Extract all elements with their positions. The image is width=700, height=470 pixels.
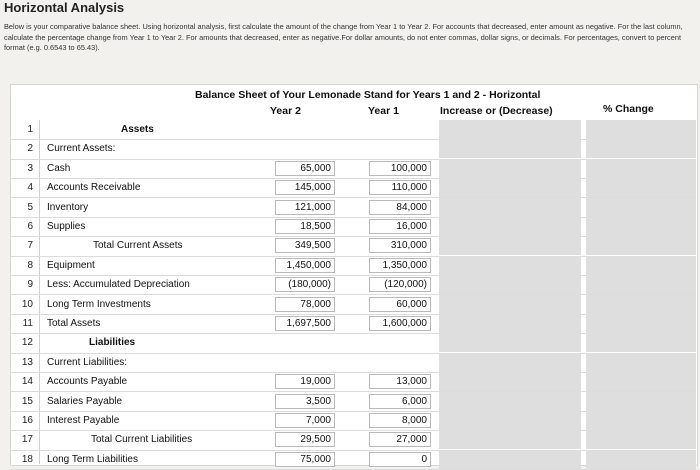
year2-value: 145,000 <box>275 180 335 195</box>
pct-change-cell[interactable] <box>586 275 696 294</box>
col-header-year1: Year 1 <box>368 105 399 117</box>
change-cell[interactable] <box>439 139 581 158</box>
change-cell[interactable] <box>439 333 581 352</box>
table-row <box>11 392 696 412</box>
year1-value: 84,000 <box>369 200 431 215</box>
year2-value: 1,697,500 <box>275 316 335 331</box>
row-number: 5 <box>27 201 33 213</box>
row-number: 11 <box>22 318 33 329</box>
row-label: Equipment <box>47 259 95 271</box>
change-cell[interactable] <box>439 178 581 197</box>
row-number: 4 <box>27 182 33 194</box>
pct-change-cell[interactable] <box>586 256 696 275</box>
row-label: Cash <box>47 162 71 174</box>
row-number: 9 <box>27 279 33 291</box>
row-label: Current Liabilities: <box>47 356 128 368</box>
row-label: Long Term Investments <box>47 298 151 310</box>
sheet-title: Balance Sheet of Your Lemonade Stand for Years 1 and 2 - Horizontal <box>195 89 541 101</box>
table-row <box>11 159 696 179</box>
pct-change-cell[interactable] <box>586 217 696 236</box>
pct-change-cell[interactable] <box>586 198 696 217</box>
year2-value: 349,500 <box>275 238 335 253</box>
year1-value: 16,000 <box>369 219 431 234</box>
change-cell[interactable] <box>439 372 581 391</box>
row-number: 1 <box>27 124 33 135</box>
row-number: 8 <box>27 259 33 271</box>
year1-value: (120,000) <box>369 277 431 292</box>
change-cell[interactable] <box>439 256 581 275</box>
change-cell[interactable] <box>439 392 581 411</box>
row-label: Total Assets <box>47 318 101 329</box>
instructions: Below is your comparative balance sheet. Using horizontal analysis, first calculate the amount of the change from Year 1 to Year 2. For accounts that decreased, enter amount as negative. For the last column, calculate the percentage change from Year 1 to Year 2. For amounts that decreased, enter as negative.For dollar amounts, do not enter commas, dollar signs, or decimals. For percentages, convert to percent format (e.g. 0.6543 to 65.43). <box>4 22 683 53</box>
pct-change-cell[interactable] <box>586 295 696 314</box>
table-row <box>11 430 696 450</box>
table-row <box>11 275 696 295</box>
row-label: Supplies <box>47 221 86 232</box>
row-number: 10 <box>21 298 33 310</box>
table-row <box>11 314 696 334</box>
table-row <box>11 256 696 276</box>
table-row <box>11 372 696 392</box>
row-label: Total Current Liabilities <box>91 434 193 446</box>
balance-grid <box>11 120 696 464</box>
change-cell[interactable] <box>439 120 581 139</box>
col-header-year2: Year 2 <box>270 105 301 117</box>
change-cell[interactable] <box>439 450 581 469</box>
change-cell[interactable] <box>439 314 581 333</box>
change-cell[interactable] <box>439 353 581 372</box>
change-cell[interactable] <box>439 295 581 314</box>
pct-change-cell[interactable] <box>586 236 696 255</box>
year1-value: 1,350,000 <box>369 258 431 273</box>
row-number: 18 <box>21 453 33 465</box>
table-row <box>11 198 696 218</box>
col-header-pct: % Change <box>603 103 654 115</box>
year1-value: 1,600,000 <box>369 316 431 331</box>
table-row <box>11 217 696 237</box>
pct-change-cell[interactable] <box>586 392 696 411</box>
row-label: Accounts Receivable <box>47 182 141 194</box>
row-label: Inventory <box>47 201 89 213</box>
row-label: Current Assets: <box>47 143 116 155</box>
pct-change-cell[interactable] <box>586 120 696 139</box>
row-number: 6 <box>27 221 33 232</box>
row-label: Total Current Assets <box>93 240 183 252</box>
table-row <box>11 333 696 353</box>
table-row <box>11 450 696 470</box>
change-cell[interactable] <box>439 411 581 430</box>
year2-value: 65,000 <box>275 161 335 176</box>
table-row <box>11 353 696 373</box>
row-number: 7 <box>27 240 33 252</box>
table-row <box>11 411 696 431</box>
year2-value: 19,000 <box>275 374 335 389</box>
pct-change-cell[interactable] <box>586 450 696 469</box>
year1-value: 310,000 <box>369 238 431 253</box>
year1-value: 27,000 <box>369 432 431 447</box>
row-label: Salaries Payable <box>47 395 123 407</box>
row-number: 12 <box>21 337 33 349</box>
table-row <box>11 295 696 315</box>
year1-value: 13,000 <box>369 374 431 389</box>
year1-value: 6,000 <box>369 394 431 409</box>
change-cell[interactable] <box>439 430 581 449</box>
year1-value: 0 <box>369 452 431 467</box>
row-label: Interest Payable <box>47 415 120 426</box>
col-header-change: Increase or (Decrease) <box>440 105 553 117</box>
table-row <box>11 120 696 140</box>
year2-value: 121,000 <box>275 200 335 215</box>
row-number: 15 <box>21 395 33 407</box>
row-number: 14 <box>21 376 33 388</box>
change-cell[interactable] <box>439 275 581 294</box>
year1-value: 100,000 <box>369 161 431 176</box>
row-label: Assets <box>121 124 154 135</box>
row-number: 17 <box>21 434 33 446</box>
row-label: Long Term Liabilities <box>47 453 138 465</box>
change-cell[interactable] <box>439 159 581 178</box>
row-number: 3 <box>27 162 33 174</box>
year1-value: 110,000 <box>369 180 431 195</box>
year2-value: 1,450,000 <box>275 258 335 273</box>
row-number: 2 <box>27 143 33 155</box>
year2-value: (180,000) <box>275 277 335 292</box>
pct-change-cell[interactable] <box>586 178 696 197</box>
year2-value: 78,000 <box>275 297 335 312</box>
year2-value: 75,000 <box>275 452 335 467</box>
pct-change-cell[interactable] <box>586 139 696 158</box>
page-title: Horizontal Analysis <box>4 0 125 15</box>
row-label: Less: Accumulated Depreciation <box>47 279 190 291</box>
year1-value: 8,000 <box>369 413 431 428</box>
change-cell[interactable] <box>439 217 581 236</box>
row-label: Accounts Payable <box>47 376 128 388</box>
table-row <box>11 236 696 256</box>
pct-change-cell[interactable] <box>586 314 696 333</box>
year2-value: 18,500 <box>275 219 335 234</box>
pct-change-cell[interactable] <box>586 353 696 372</box>
year2-value: 3,500 <box>275 394 335 409</box>
year1-value: 60,000 <box>369 297 431 312</box>
row-label: Liabilities <box>89 337 136 349</box>
pct-change-cell[interactable] <box>586 333 696 352</box>
change-cell[interactable] <box>439 198 581 217</box>
pct-change-cell[interactable] <box>586 159 696 178</box>
pct-change-cell[interactable] <box>586 430 696 449</box>
year2-value: 7,000 <box>275 413 335 428</box>
change-cell[interactable] <box>439 236 581 255</box>
row-number: 16 <box>21 415 33 426</box>
pct-change-cell[interactable] <box>586 372 696 391</box>
table-row <box>11 178 696 198</box>
row-number: 13 <box>21 356 33 368</box>
pct-change-cell[interactable] <box>586 411 696 430</box>
year2-value: 29,500 <box>275 432 335 447</box>
table-row <box>11 139 696 159</box>
